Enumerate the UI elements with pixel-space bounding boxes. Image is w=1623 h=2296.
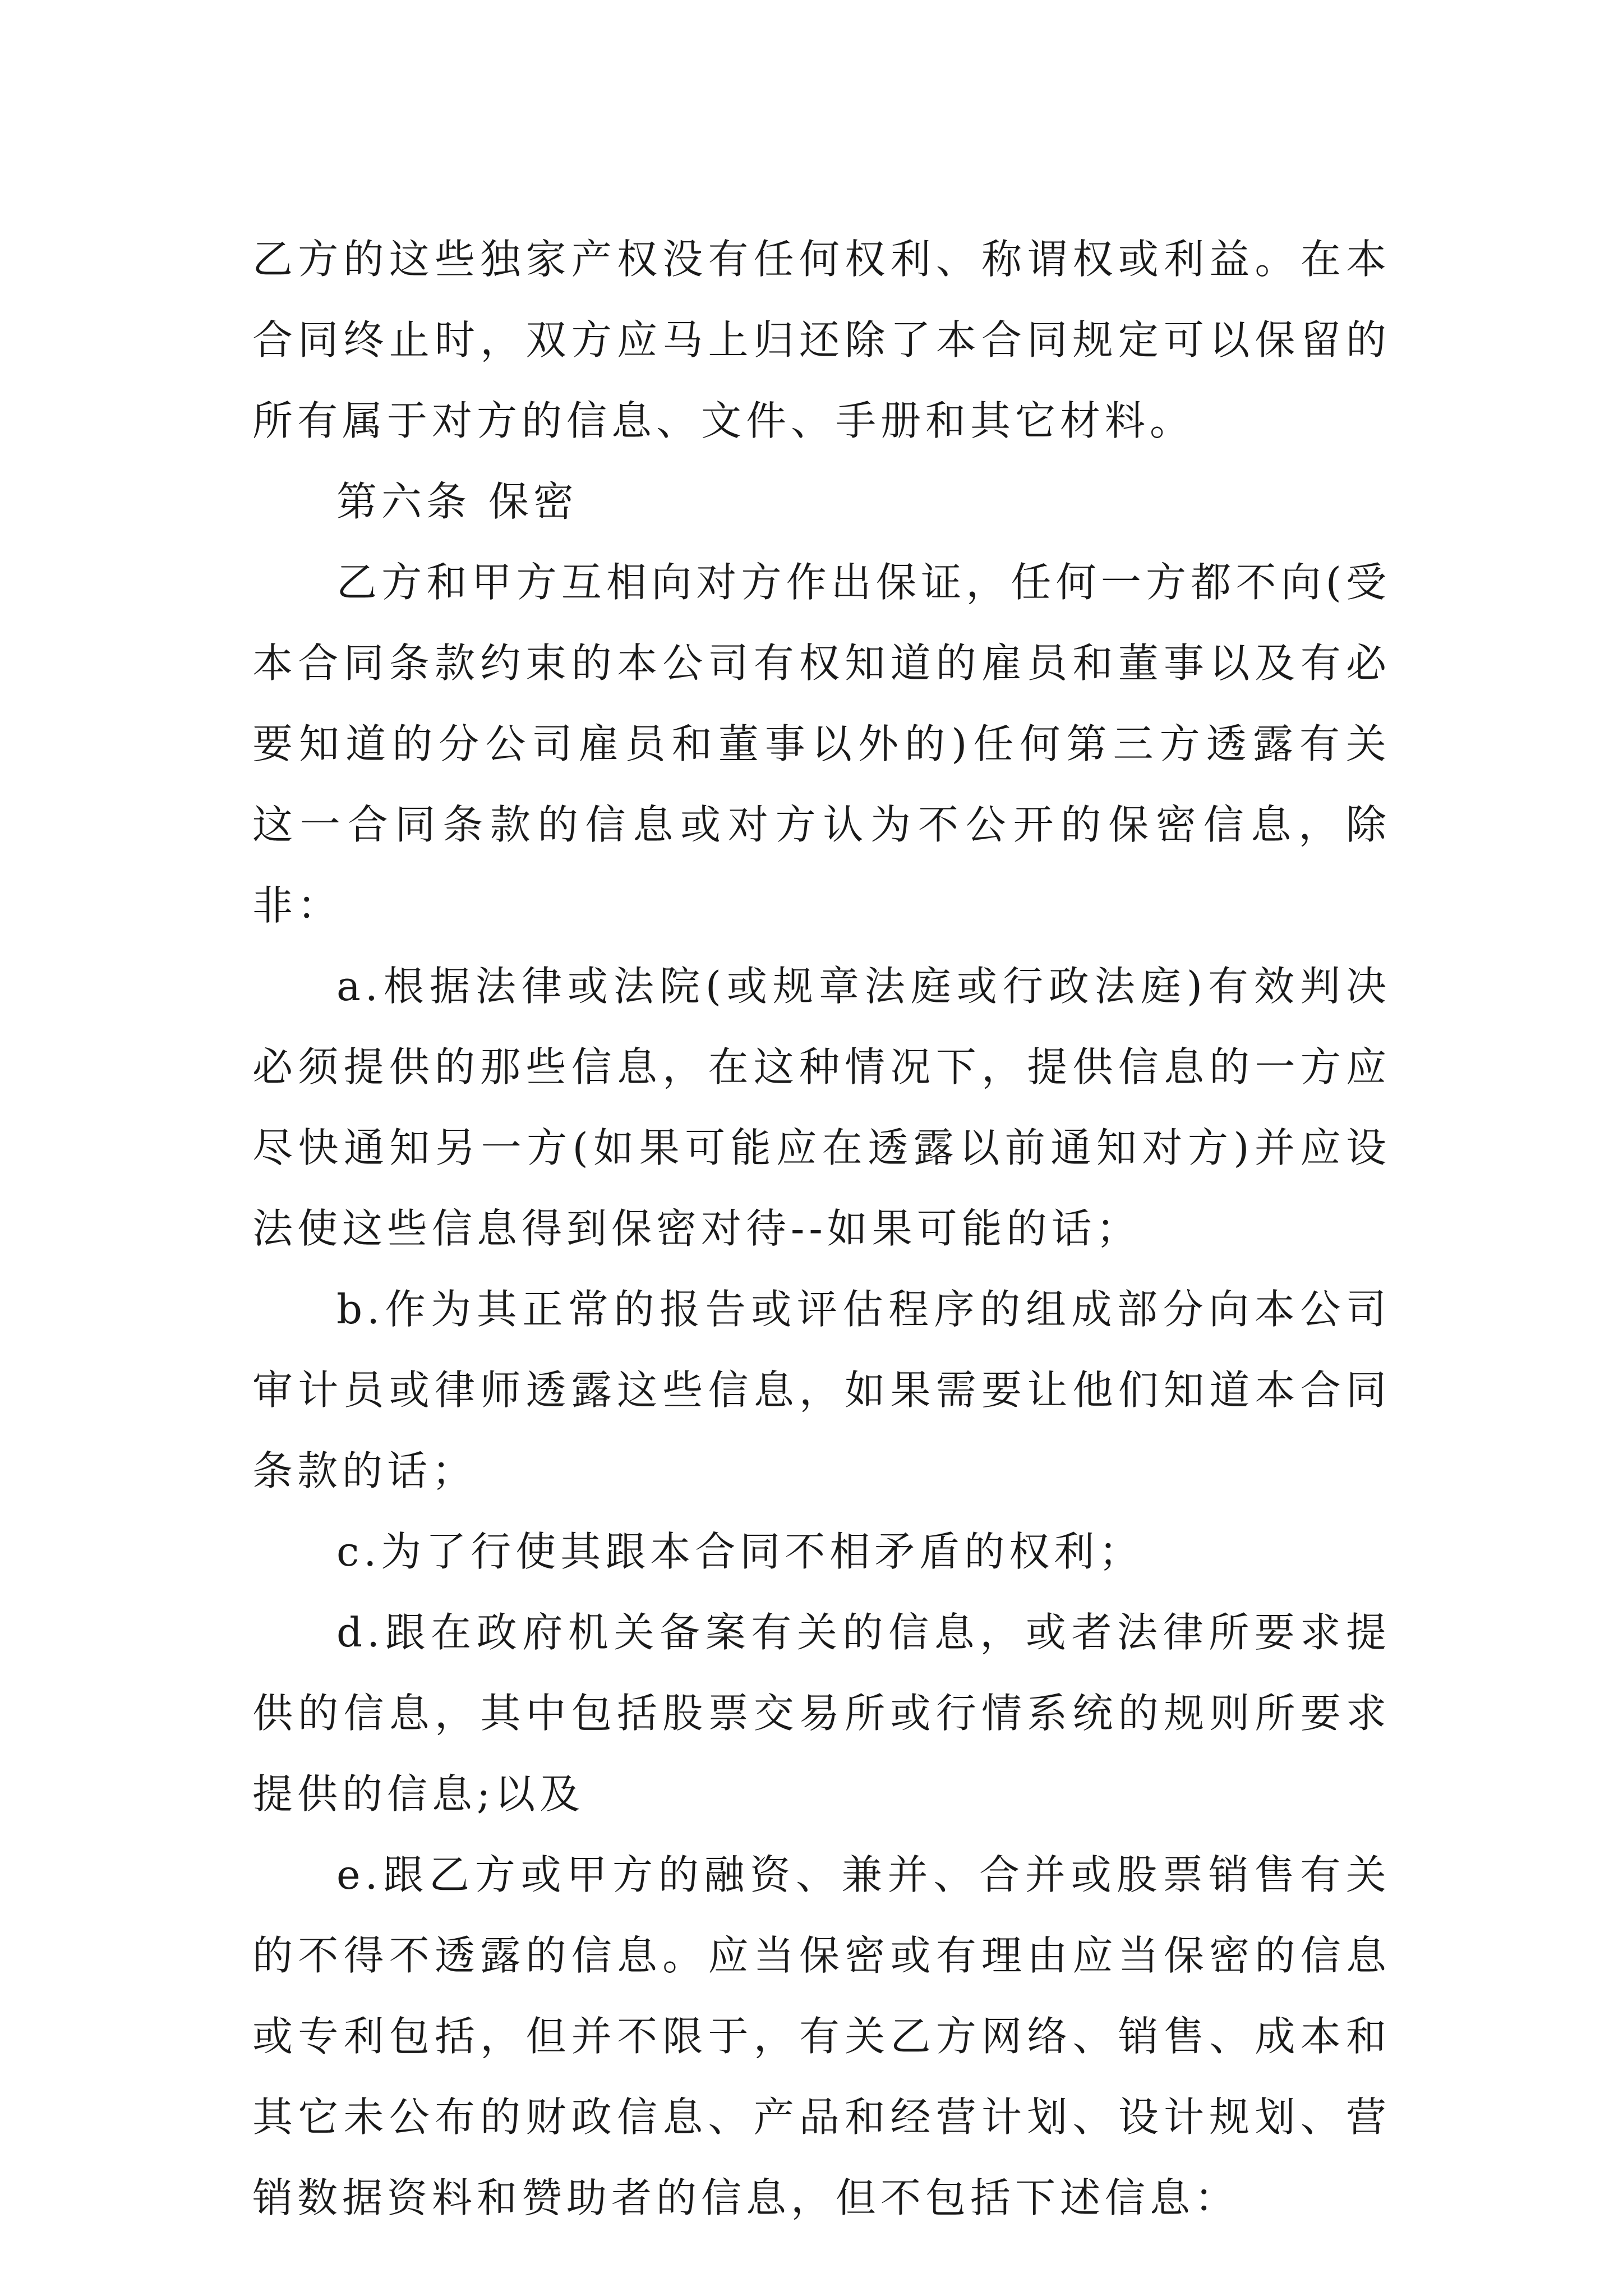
- paragraph-continuation: 乙方的这些独家产权没有任何权利、称谓权或利益。在本合同终止时，双方应马上归还除了本合同规定可以保留的所有属于对方的信息、文件、手册和其它材料。: [252, 236, 1391, 444]
- clause-c: c.为了行使其跟本合同不相矛盾的权利；: [336, 1528, 1144, 1575]
- clause-e: e.跟乙方或甲方的融资、兼并、合并或股票销售有关的不得不透露的信息。应当保密或有理由应当保密的信息或专利包括，但并不限于，有关乙方网络、销售、成本和其它未公布的财政信息、产品和经营计划、设计规划、营销数据资料和赞助者的信息，但不包括下述信息：: [252, 1851, 1391, 2221]
- clause-b: b.作为其正常的报告或评估程序的组成部分向本公司审计员或律师透露这些信息，如果需要让他们知道本合同条款的话；: [252, 1286, 1391, 1494]
- clause-a: a.根据法律或法院(或规章法庭或行政法庭)有效判决必须提供的那些信息，在这种情况下，提供信息的一方应尽快通知另一方(如果可能应在透露以前通知对方)并应设法使这些信息得到保密对待--如果可能的话；: [252, 963, 1391, 1252]
- document-body: [252, 219, 1391, 2238]
- paragraph-confidentiality: 乙方和甲方互相向对方作出保证，任何一方都不向(受本合同条款约束的本公司有权知道的雇员和董事以及有必要知道的分公司雇员和董事以外的)任何第三方透露有关这一合同条款的信息或对方认为不公开的保密信息，除非：: [252, 559, 1391, 929]
- clause-d: d.跟在政府机关备案有关的信息，或者法律所要求提供的信息，其中包括股票交易所或行情系统的规则所要求提供的信息;以及: [252, 1609, 1391, 1818]
- article-heading: 第六条 保密: [336, 478, 578, 525]
